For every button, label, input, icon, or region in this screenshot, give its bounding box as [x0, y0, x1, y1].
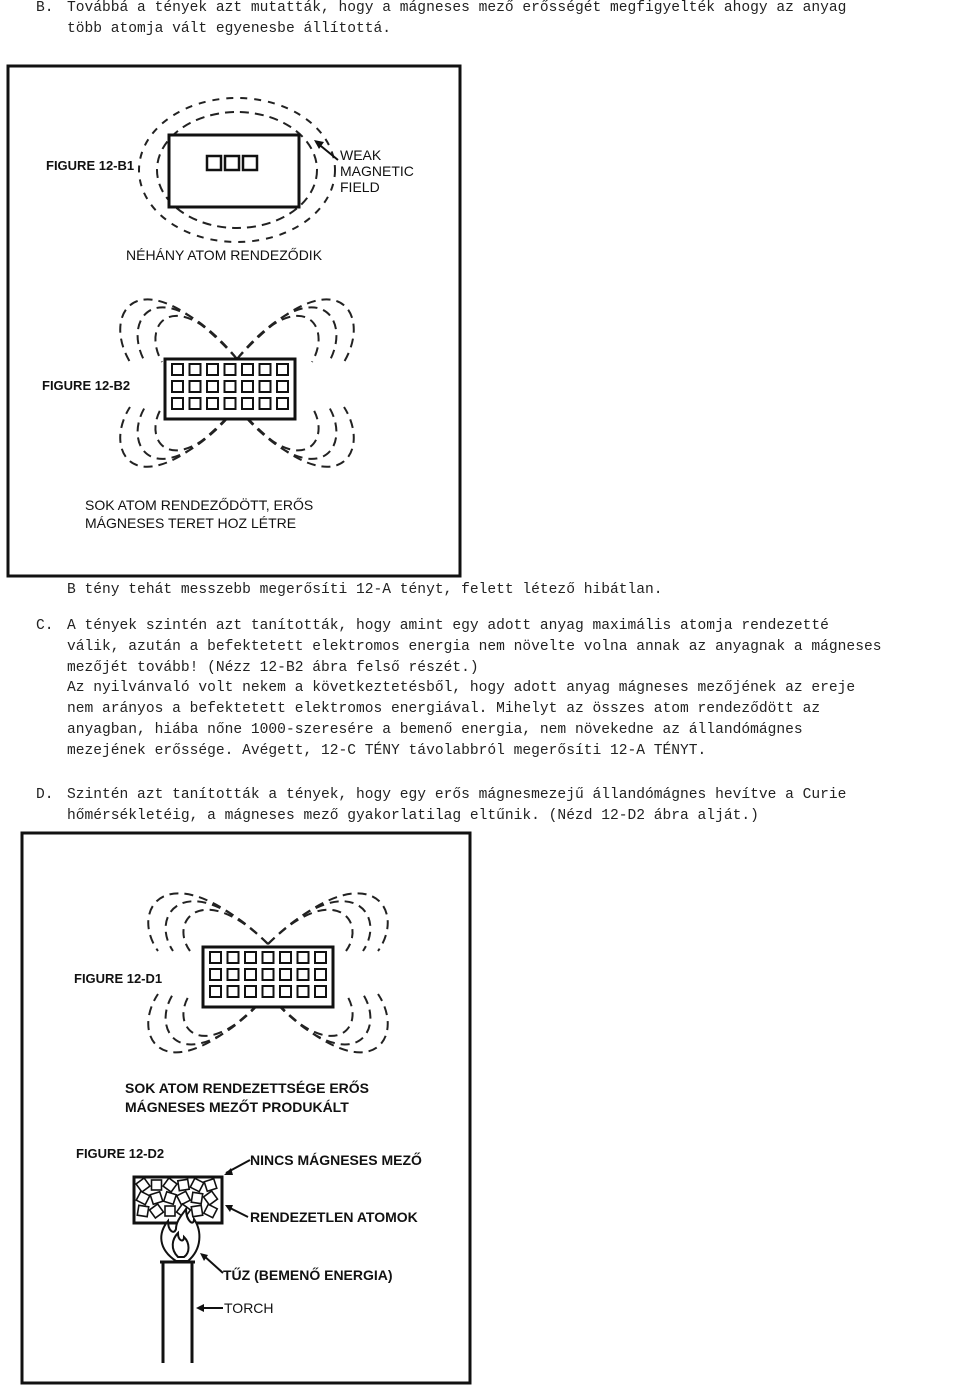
- atom-square: [245, 952, 256, 963]
- paragraph-marker-c: C.: [36, 618, 54, 634]
- paragraph-c-line: mezőjét tovább! (Nézz 12-B2 ábra felső részét.): [67, 659, 479, 676]
- atom-square: [172, 398, 183, 409]
- weak-field-line1: WEAK: [340, 147, 382, 163]
- weak-field-line2: MAGNETIC: [340, 163, 414, 179]
- torch-icon: [160, 1262, 195, 1363]
- paragraph-c-line: mezejének erőssége. Avégett, 12-C TÉNY távolabbról megerősíti 12-A TÉNYT.: [67, 742, 707, 759]
- atom-square: [263, 986, 274, 997]
- paragraph-d-line: hőmérsékletéig, a mágneses mező gyakorlatilag eltűnik. (Nézd 12-D2 ábra alját.): [67, 807, 759, 824]
- atom-square: [190, 381, 201, 392]
- atom-square: [190, 364, 201, 375]
- atom-square: [191, 1205, 202, 1216]
- atom-square: [298, 969, 309, 980]
- atom-square: [210, 952, 221, 963]
- atom-square: [298, 986, 309, 997]
- atom-square: [315, 969, 326, 980]
- atom-square: [172, 381, 183, 392]
- torch-arrowhead: [196, 1304, 204, 1312]
- paragraph-c-line: válik, azután a befektetett elektromos energia nem növelte volna annak az anyagnak a mágneses: [67, 638, 882, 655]
- atom-square: [242, 398, 253, 409]
- atom-square: [207, 398, 218, 409]
- figure-label-d1: FIGURE 12-D1: [74, 971, 163, 986]
- atoms-b1: [207, 156, 257, 170]
- atom-square: [260, 381, 271, 392]
- atom-square: [164, 1192, 177, 1205]
- paragraph-c: [36, 616, 960, 762]
- figure-label-b1: FIGURE 12-B1: [46, 158, 135, 173]
- b-conclusion: [36, 580, 960, 601]
- atom-square: [137, 1205, 148, 1216]
- atom-square: [172, 364, 183, 375]
- no-field-caption: NINCS MÁGNESES MEZŐ: [250, 1152, 422, 1168]
- atom-square: [263, 952, 274, 963]
- paragraph-b-line: Továbbá a tények azt mutatták, hogy a mágneses mező erősségét megfigyelték ahogy az anyag: [67, 0, 847, 16]
- atom-square: [277, 398, 288, 409]
- atom-square: [210, 969, 221, 980]
- figure-12-d: [18, 829, 474, 1387]
- atom-square: [207, 364, 218, 375]
- atom-square: [204, 1179, 217, 1192]
- strong-field-caption-line1: SOK ATOM RENDEZETTSÉGE ERŐS: [125, 1080, 369, 1096]
- atoms-b2: [172, 364, 288, 409]
- atom-square: [315, 952, 326, 963]
- fire-caption: TŰZ (BEMENŐ ENERGIA): [223, 1267, 393, 1283]
- atom-square: [315, 986, 326, 997]
- atom-square: [191, 1192, 202, 1203]
- atom-square: [245, 969, 256, 980]
- weak-field-line3: FIELD: [340, 179, 380, 195]
- atom-square: [207, 381, 218, 392]
- atom-square: [245, 986, 256, 997]
- figure-label-b2: FIGURE 12-B2: [42, 378, 131, 393]
- figure-12-b: [4, 62, 464, 582]
- atoms-d1: [210, 952, 326, 997]
- atom-square: [280, 952, 291, 963]
- atom-square: [260, 398, 271, 409]
- atom-square: [298, 952, 309, 963]
- paragraph-d: [36, 785, 960, 827]
- atom-square: [225, 381, 236, 392]
- atom-square: [263, 969, 274, 980]
- paragraph-b: [36, 0, 960, 40]
- atom-square: [228, 952, 239, 963]
- atom-square: [228, 969, 239, 980]
- atom-square: [225, 398, 236, 409]
- figure-12-d-drawing: [18, 829, 474, 1387]
- atom-square: [225, 364, 236, 375]
- paragraph-c-line: A tények szintén azt tanították, hogy amint egy adott anyag maximális atomja rendezetté: [67, 618, 829, 634]
- paragraph-marker-d: D.: [36, 787, 54, 803]
- strong-field-caption-line2: MÁGNESES MEZŐT PRODUKÁLT: [125, 1099, 349, 1115]
- atom-square: [190, 398, 201, 409]
- atom-square: [277, 381, 288, 392]
- paragraph-c-line: Az nyilvánvaló volt nekem a következtetésből, hogy adott anyag mágneses mezőjének az ereje: [67, 680, 856, 697]
- many-atoms-caption-line2: MÁGNESES TERET HOZ LÉTRE: [85, 515, 297, 531]
- atom-square: [280, 986, 291, 997]
- disordered-caption: RENDEZETLEN ATOMOK: [250, 1209, 418, 1225]
- paragraph-c-line: anyagban, hiába nőne 1000-szeresére a bemenő energia, nem növekedne az állandómágnes: [67, 721, 803, 738]
- paragraph-b-line: több atomja vált egyenesbe állítottá.: [67, 20, 392, 37]
- atom-square: [242, 364, 253, 375]
- atom-square: [277, 364, 288, 375]
- atom-square: [150, 1192, 163, 1205]
- atom-square: [280, 969, 291, 980]
- paragraph-marker-b: B.: [36, 0, 54, 16]
- figure-12-b-drawing: [4, 62, 464, 582]
- atom-square: [242, 381, 253, 392]
- atom-square: [165, 1206, 175, 1216]
- atom-square: [178, 1179, 189, 1190]
- atom-square: [260, 364, 271, 375]
- b-conclusion-text: B tény tehát messzebb megerősíti 12-A tényt, felett létező hibátlan.: [67, 582, 663, 598]
- atom-square: [152, 1180, 162, 1190]
- few-atoms-caption: NÉHÁNY ATOM RENDEZŐDIK: [126, 247, 323, 263]
- atom-square: [210, 986, 221, 997]
- figure-label-d2: FIGURE 12-D2: [76, 1146, 165, 1161]
- fire-arrowhead: [200, 1253, 208, 1261]
- torch-caption: TORCH: [224, 1300, 274, 1316]
- paragraph-d-line: Szintén azt tanították a tények, hogy egy erős mágnesmezejű állandómágnes hevítve a Curie: [67, 787, 847, 803]
- atom-square: [228, 986, 239, 997]
- paragraph-c-line: nem arányos a befektetett elektromos energiával. Mihelyt az összes atom rendeződött az: [67, 701, 821, 718]
- many-atoms-caption-line1: SOK ATOM RENDEZŐDÖTT, ERŐS: [85, 497, 314, 513]
